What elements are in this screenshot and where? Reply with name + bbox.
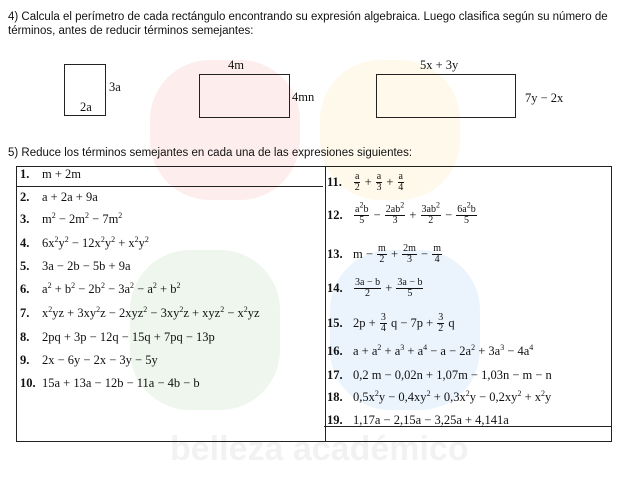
exercise-16: 16. $a + a^2 + a^3 + a^4 - a - 2a^2 + 3a^3 - 4a^4$ [327, 342, 534, 358]
q4-instruction-line1: 4) Calcula el perímetro de cada rectángulo encontrando su expresión algebraica. Luego clasifica según su número de [8, 11, 608, 23]
rect1-side-label: 3a [109, 80, 121, 94]
exercise-6: 6. $a^2 + b^2 - 2b^2 - 3a^2 - a^2 + b^2$ [20, 280, 181, 296]
exercise-5: 5. 3a − 2b − 5b + 9a [20, 259, 131, 273]
watermark-text: belleza académico [170, 430, 469, 468]
exercise-10: 10. 15a + 13a − 12b − 11a − 4b − b [20, 376, 200, 390]
exercise-9: 9. 2x − 6y − 2x − 3y − 5y [20, 353, 158, 367]
exercise-18: 18. $0,5x^2y - 0,4xy^2 + 0,3x^2y - 0,2xy^2 + x^2y$ [327, 388, 552, 404]
exercise-3: 3. $m^2 - 2m^2 - 7m^2$ [20, 210, 123, 226]
left-column [17, 167, 326, 442]
exercise-7: 7. $x^2yz + 3xy^2z - 2xyz^2 - 3xy^2z + xyz^2 - x^2yz$ [20, 304, 260, 320]
rect3-top-label: 5x + 3y [420, 58, 459, 72]
exercise-17: 17. 0,2 m − 0,02n + 1,07m − 1,03n − m − n [327, 368, 552, 382]
q4-instruction-line2: términos, antes de reducir términos semejantes: [8, 25, 254, 37]
exercise-19: 19. 1,17a − 2,15a − 3,25a + 4,141a [327, 413, 509, 427]
exercise-4: 4. $6x^2y^2 - 12x^2y^2 + x^2y^2$ [20, 234, 149, 250]
exercise-12: 12. $\frac{a^2b}{5}$ − $\frac{2ab^2}{3}$ + $\frac{3ab^2}{2}$ − $\frac{6a^2b}{5}$ [327, 200, 476, 226]
rectangle-2 [199, 74, 290, 118]
rect2-top-label: 4m [228, 58, 244, 72]
exercise-14: 14. $\frac{3a - b}{2}$ + $\frac{3a - b}{5}$ [327, 277, 423, 299]
exercise-11: 11. $\frac{a}{2}$ + $\frac{a}{3}$ + $\frac{a}{4}$ [327, 171, 404, 193]
rect1-bottom-label: 2a [80, 100, 92, 114]
exercise-8: 8. 2pq + 3p − 12q − 15q + 7pq − 13p [20, 330, 215, 344]
exercise-2: 2. a + 2a + 9a [20, 190, 98, 204]
exercise-15: 15. 2p + $\frac{3}{4}$ q − 7p + $\frac{3}{2}$ q [327, 312, 455, 334]
rectangle-3 [376, 74, 516, 118]
q5-instruction: 5) Reduce los términos semejantes en cada una de las expresiones siguientes: [8, 147, 413, 159]
rect2-side-label: 4mn [292, 90, 315, 104]
exercise-13: 13. m − $\frac{m}{2}$ + $\frac{2m}{3}$ − $\frac{m}{4}$ [327, 243, 441, 265]
exercise-1: 1. m + 2m [20, 167, 81, 181]
rect3-side-label: 7y − 2x [525, 91, 564, 105]
left-first-row-rule [17, 186, 323, 187]
